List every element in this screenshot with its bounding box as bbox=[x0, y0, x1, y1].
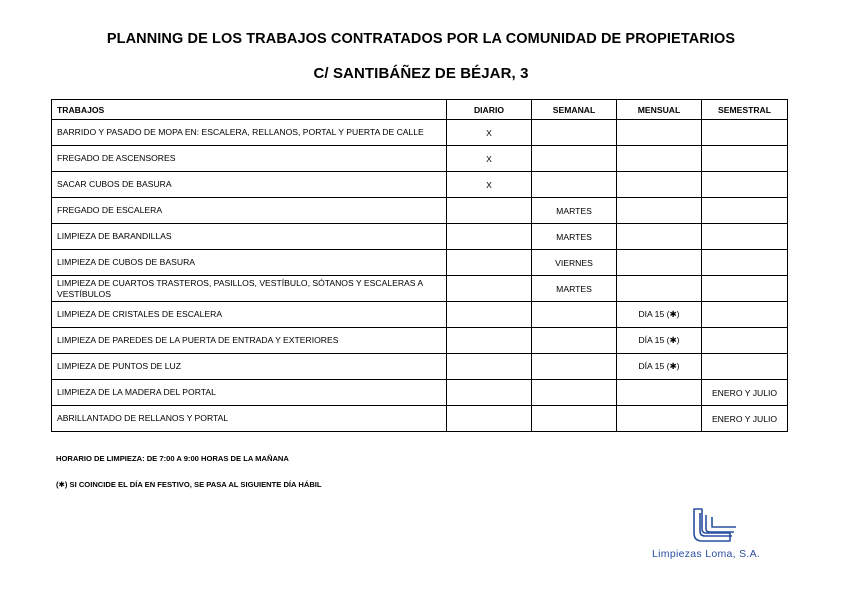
table-row bbox=[52, 120, 788, 146]
document-address: C/ SANTIBÁÑEZ DE BÉJAR, 3 bbox=[313, 65, 529, 82]
cell-semestral bbox=[702, 354, 788, 380]
cell-diario: X bbox=[447, 146, 532, 172]
header-semanal: SEMANAL bbox=[532, 100, 617, 120]
cell-semanal bbox=[532, 328, 617, 354]
cell-diario bbox=[447, 328, 532, 354]
cell-semestral bbox=[702, 250, 788, 276]
table-row bbox=[52, 380, 788, 406]
cell-semanal bbox=[532, 172, 617, 198]
table-row bbox=[52, 354, 788, 380]
cell-mensual bbox=[617, 276, 702, 302]
cell-semanal bbox=[532, 302, 617, 328]
cell-trabajo: LIMPIEZA DE PUNTOS DE LUZ bbox=[52, 354, 447, 380]
cell-diario bbox=[447, 406, 532, 432]
cell-trabajo: FREGADO DE ASCENSORES bbox=[52, 146, 447, 172]
table-row bbox=[52, 302, 788, 328]
table-row bbox=[52, 198, 788, 224]
cell-semanal: MARTES bbox=[532, 224, 617, 250]
header-mensual: MENSUAL bbox=[617, 100, 702, 120]
cell-semestral bbox=[702, 328, 788, 354]
cell-mensual bbox=[617, 380, 702, 406]
document-title: PLANNING DE LOS TRABAJOS CONTRATADOS POR LA COMUNIDAD DE PROPIETARIOS bbox=[106, 31, 736, 47]
cell-mensual: DIA 15 (✱) bbox=[617, 302, 702, 328]
cell-trabajo: LIMPIEZA DE BARANDILLAS bbox=[52, 224, 447, 250]
holiday-note: (✱) SI COINCIDE EL DÍA EN FESTIVO, SE PASA AL SIGUIENTE DÍA HÁBIL bbox=[56, 480, 322, 489]
cell-diario bbox=[447, 276, 532, 302]
cell-mensual bbox=[617, 172, 702, 198]
table-row bbox=[52, 406, 788, 432]
cell-trabajo: LIMPIEZA DE CUBOS DE BASURA bbox=[52, 250, 447, 276]
cell-semanal bbox=[532, 146, 617, 172]
cell-trabajo: SACAR CUBOS DE BASURA bbox=[52, 172, 447, 198]
header-trabajos: TRABAJOS bbox=[52, 100, 447, 120]
cell-trabajo: LIMPIEZA DE CUARTOS TRASTEROS, PASILLOS, VESTÍBULO, SÓTANOS Y ESCALERAS A VESTÍBULOS bbox=[52, 276, 447, 302]
table-row bbox=[52, 328, 788, 354]
schedule-note: HORARIO DE LIMPIEZA: DE 7:00 A 9:00 HORAS DE LA MAÑANA bbox=[56, 454, 289, 463]
cell-semestral bbox=[702, 302, 788, 328]
cell-mensual: DÍA 15 (✱) bbox=[617, 354, 702, 380]
cell-trabajo: LIMPIEZA DE CRISTALES DE ESCALERA bbox=[52, 302, 447, 328]
cell-semanal bbox=[532, 120, 617, 146]
cell-diario bbox=[447, 380, 532, 406]
cell-semestral bbox=[702, 224, 788, 250]
header-diario: DIARIO bbox=[447, 100, 532, 120]
cell-mensual bbox=[617, 406, 702, 432]
cell-mensual bbox=[617, 250, 702, 276]
table-row bbox=[52, 172, 788, 198]
cell-trabajo: FREGADO DE ESCALERA bbox=[52, 198, 447, 224]
logo-graphic bbox=[686, 505, 740, 547]
limpiezas-loma-logo-icon bbox=[686, 505, 740, 552]
cell-semanal bbox=[532, 406, 617, 432]
table-row bbox=[52, 250, 788, 276]
cell-semanal: VIERNES bbox=[532, 250, 617, 276]
cell-mensual: DÍA 15 (✱) bbox=[617, 328, 702, 354]
cell-diario bbox=[447, 198, 532, 224]
cell-semestral: ENERO Y JULIO bbox=[702, 406, 788, 432]
cell-semestral: ENERO Y JULIO bbox=[702, 380, 788, 406]
cell-diario: X bbox=[447, 172, 532, 198]
cell-semanal bbox=[532, 380, 617, 406]
cell-trabajo: LIMPIEZA DE LA MADERA DEL PORTAL bbox=[52, 380, 447, 406]
cell-trabajo: LIMPIEZA DE PAREDES DE LA PUERTA DE ENTRADA Y EXTERIORES bbox=[52, 328, 447, 354]
cell-semestral bbox=[702, 172, 788, 198]
cell-trabajo: BARRIDO Y PASADO DE MOPA EN: ESCALERA, RELLANOS, PORTAL Y PUERTA DE CALLE bbox=[52, 120, 447, 146]
cell-mensual bbox=[617, 120, 702, 146]
header-semestral: SEMESTRAL bbox=[702, 100, 788, 120]
cell-semanal: MARTES bbox=[532, 276, 617, 302]
cell-diario bbox=[447, 250, 532, 276]
cell-mensual bbox=[617, 146, 702, 172]
cell-diario bbox=[447, 354, 532, 380]
table-row bbox=[52, 276, 788, 302]
cell-semestral bbox=[702, 120, 788, 146]
table-row bbox=[52, 146, 788, 172]
cell-semestral bbox=[702, 198, 788, 224]
table-header-row bbox=[52, 100, 788, 120]
cell-mensual bbox=[617, 198, 702, 224]
table-row bbox=[52, 224, 788, 250]
cell-trabajo: ABRILLANTADO DE RELLANOS Y PORTAL bbox=[52, 406, 447, 432]
cell-diario bbox=[447, 302, 532, 328]
cell-semestral bbox=[702, 146, 788, 172]
cell-semanal bbox=[532, 354, 617, 380]
cell-semestral bbox=[702, 276, 788, 302]
cell-diario bbox=[447, 224, 532, 250]
cell-semanal: MARTES bbox=[532, 198, 617, 224]
cell-mensual bbox=[617, 224, 702, 250]
work-schedule-table bbox=[51, 99, 788, 432]
cell-diario: X bbox=[447, 120, 532, 146]
company-name: Limpiezas Loma, S.A. bbox=[652, 548, 761, 560]
